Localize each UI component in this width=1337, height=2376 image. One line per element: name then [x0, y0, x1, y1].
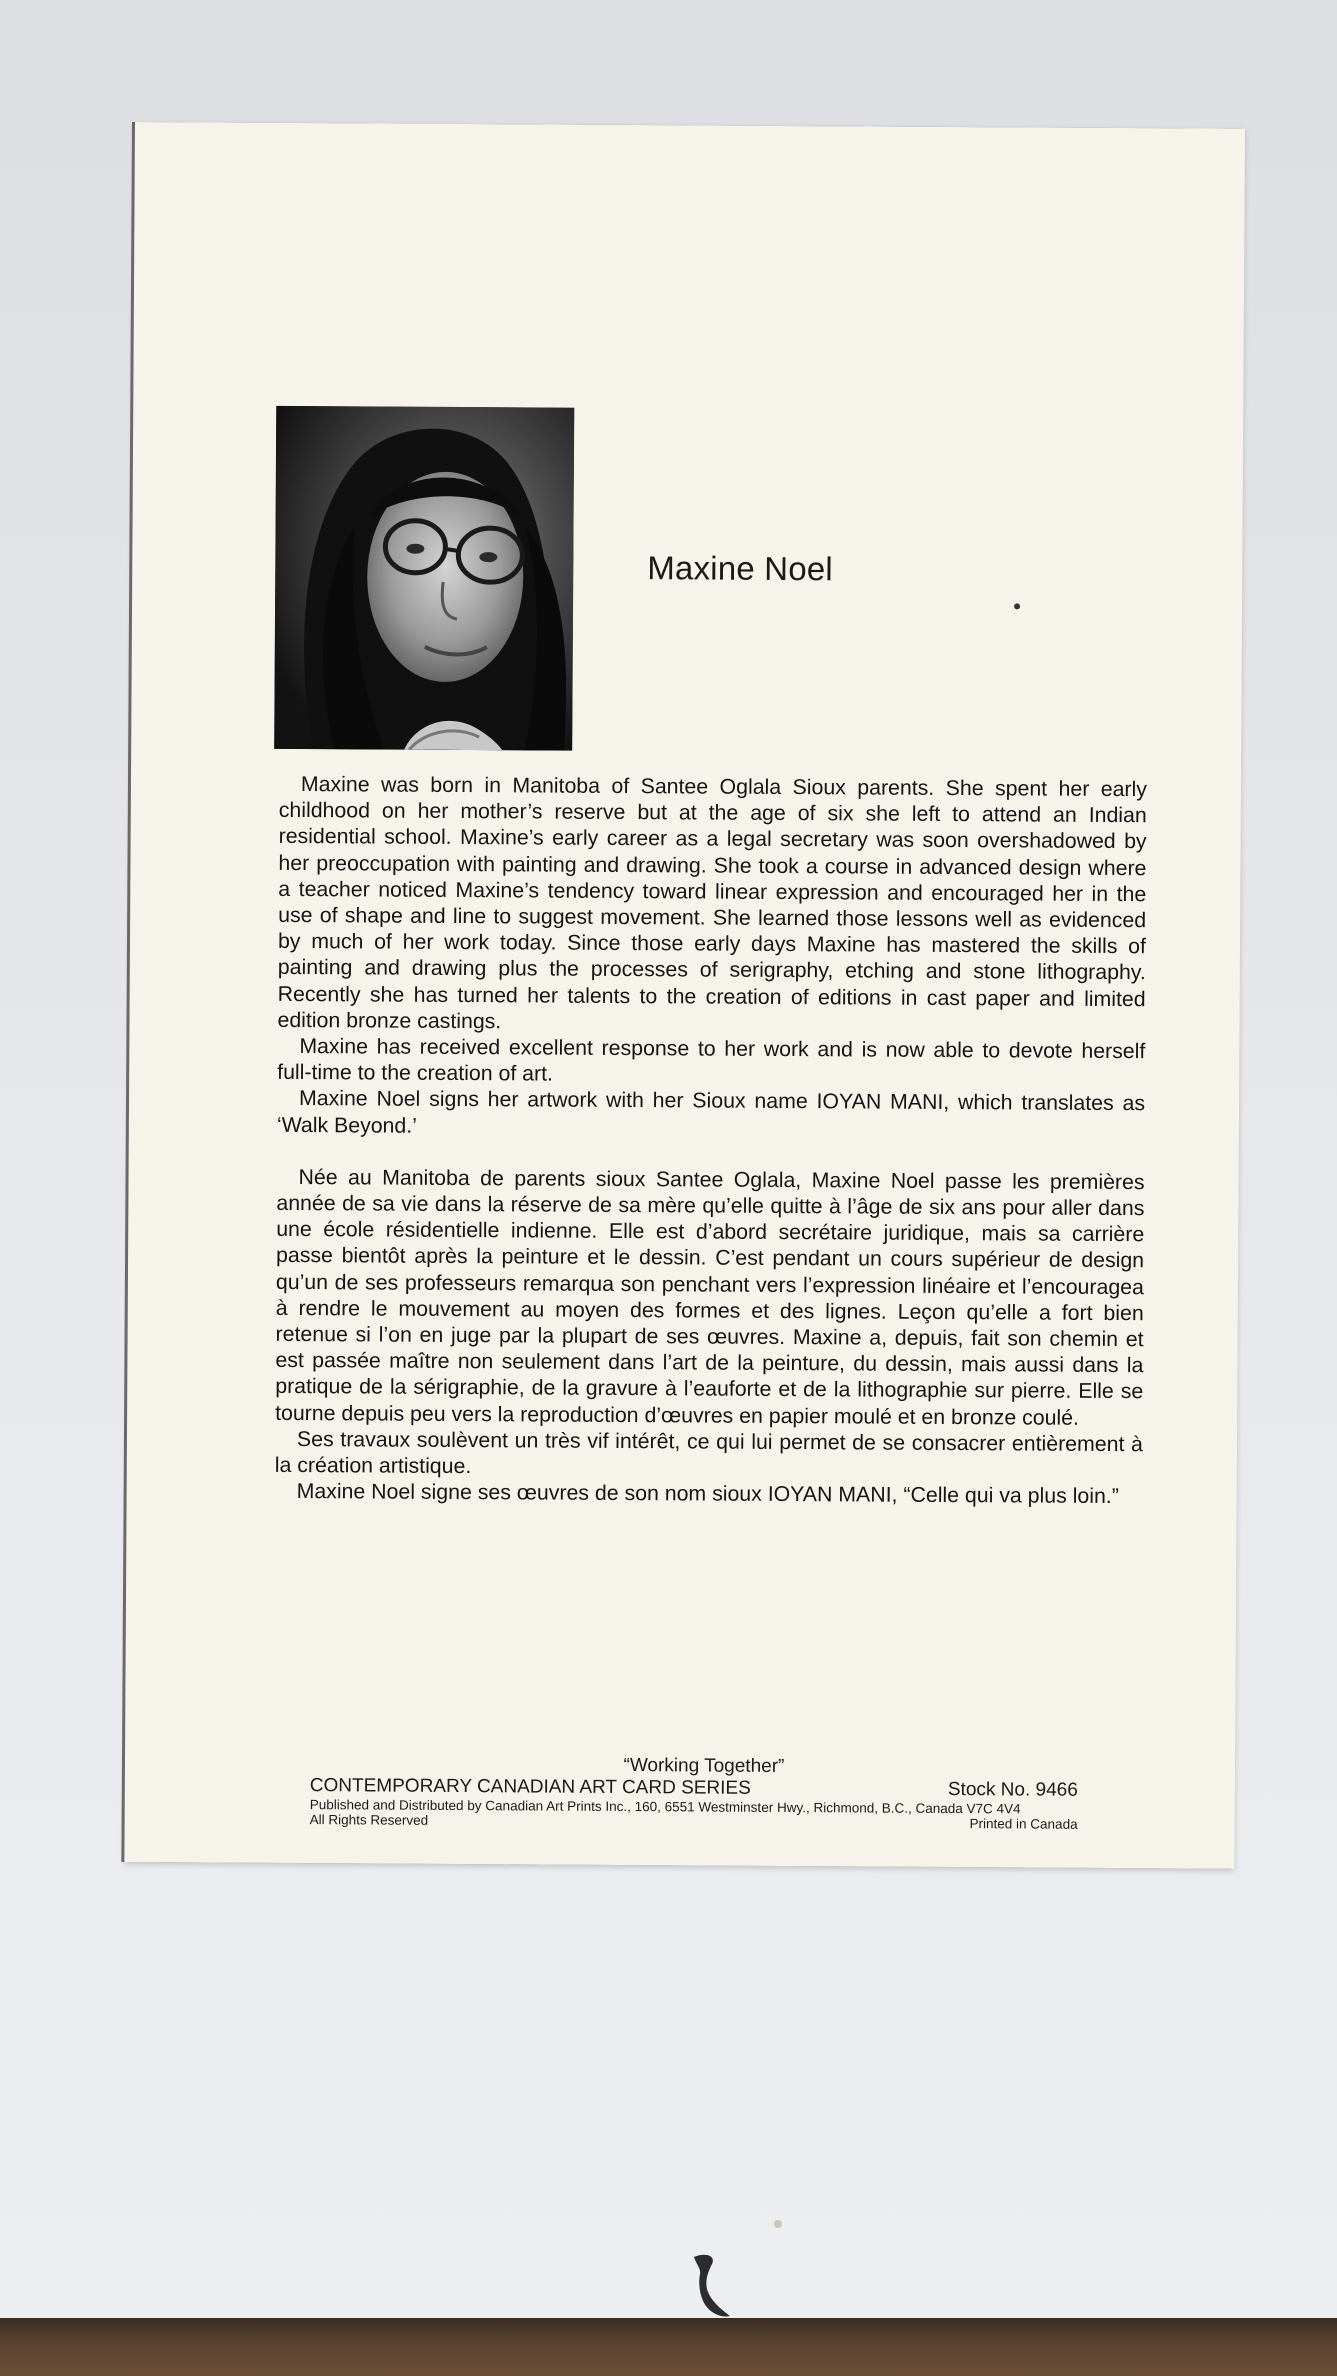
art-card-back	[124, 122, 1245, 1869]
bio-fr-paragraph: Ses travaux soulèvent un très vif intérêt, ce qui lui permet de se consacrer entièrement à la création artistique.	[274, 1426, 1144, 1479]
ink-dot	[1014, 603, 1020, 609]
artist-name: Maxine Noel	[647, 549, 834, 588]
printed-in-line: Printed in Canada	[969, 1816, 1078, 1832]
card-footer	[310, 1753, 1078, 1832]
wood-surface	[0, 2318, 1337, 2376]
bio-en-paragraph: Maxine was born in Manitoba of Santee Oglala Sioux parents. She spent her early childhood on her mother’s reserve but at the age of six she left to attend an Indian residential school. Maxine’s early career as a legal secretary was soon overshadowed by her preoccupation with painting and drawing. She took a course in advanced design where a teacher noticed Maxine’s tendency toward linear expression and encouraged her in the use of shape and line to suggest movement. She learned those lessons well as evidenced by much of her work today. Since those early days Maxine has mastered the skills of painting and drawing plus the processes of serigraphy, etching and stone lithography. Recently she has turned her talents to the creation of editions in cast paper and limited edition bronze castings.	[277, 772, 1148, 1034]
bio-en-paragraph: Maxine has received excellent response to her work and is now able to devote herself full-time to the creation of art.	[277, 1034, 1146, 1086]
rights-line: All Rights Reserved	[309, 1812, 429, 1828]
artist-portrait-photo	[274, 406, 574, 751]
artwork-title: “Working Together”	[623, 1755, 785, 1777]
series-name: CONTEMPORARY CANADIAN ART CARD SERIES	[309, 1775, 751, 1799]
publisher-line: Published and Distributed by Canadian Art Prints Inc., 160, 6551 Westminster Hwy., Richmond, B.C., Canada V7C 4V4	[309, 1797, 1021, 1817]
paper-speck	[774, 2220, 782, 2228]
stock-number: Stock No. 9466	[947, 1778, 1078, 1801]
bio-en-paragraph: Maxine Noel signs her artwork with her Sioux name IOYAN MANI, which translates as ‘Walk Beyond.’	[276, 1086, 1146, 1138]
tape-fragment	[686, 2252, 736, 2322]
bio-fr-paragraph: Maxine Noel signe ses œuvres de son nom sioux IOYAN MANI, “Celle qui va plus loin.”	[296, 1479, 1119, 1509]
biography-text	[275, 771, 1147, 1510]
portrait-illustration	[274, 406, 574, 751]
bio-fr-paragraph: Née au Manitoba de parents sioux Santee Oglala, Maxine Noel passe les premières année de sa vie dans la réserve de sa mère qu’elle quitte à l’âge de six ans pour aller dans une école résidentielle indienne. Elle est d’abord secrétaire juridique, mais sa carrière passe bientôt après la peinture et le dessin. C’est pendant un cours supérieur de design qu’un de ses professeurs remarqua son penchant vers l’expression linéaire et l’encouragea à rendre le mouvement au moyen des formes et des lignes. Leçon qu’elle a fort bien retenue si l’on en juge par la plupart de ses œuvres. Maxine a, depuis, fait son chemin et est passée maître non seulement dans l’art de la peinture, du dessin, mais aussi dans la pratique de la sérigraphie, de la gravure à l’eauforte et de la lithographie sur pierre. Elle se tourne depuis peu vers la reproduction d’œuvres en papier moulé et en bronze coulé.	[275, 1164, 1145, 1430]
